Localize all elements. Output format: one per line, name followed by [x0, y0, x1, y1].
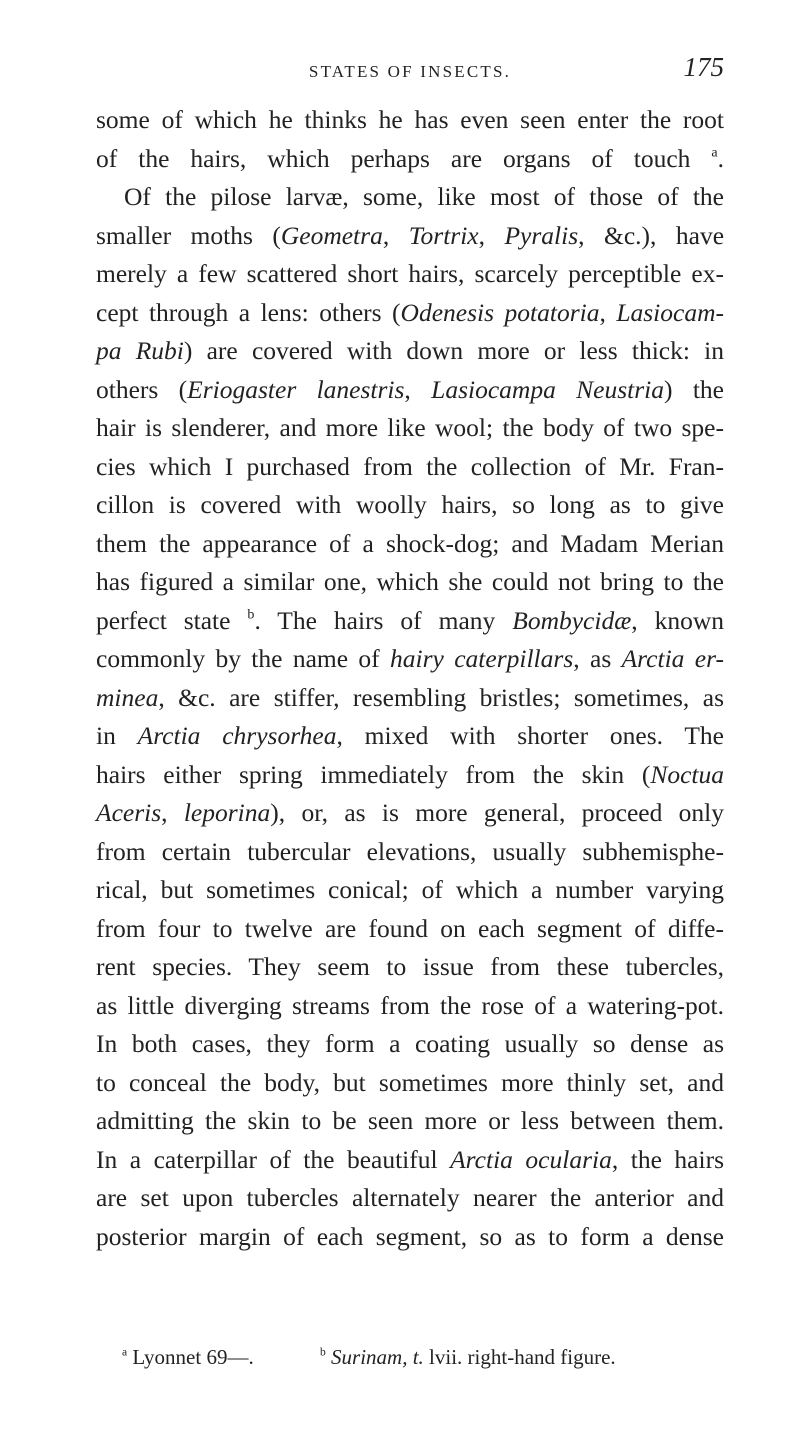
text-line: others (Eriogaster lanestris, Lasiocampa Neustria) the: [96, 374, 724, 404]
text-line: pa Rubi) are covered with down more or less thick: in: [96, 336, 724, 365]
page-number: 175: [683, 52, 724, 82]
text-line: posterior margin of each segment, so as to form a dense: [96, 1221, 724, 1251]
text-line: to conceal the body, but sometimes more thinly set, and: [96, 1067, 724, 1097]
running-head: [96, 50, 724, 84]
text-line: cillon is covered with woolly hairs, so long as to give: [96, 490, 724, 519]
text-line: as little diverging streams from the rose of a watering-pot.: [96, 990, 724, 1020]
text-line: rent species. They seem to issue from these tubercles,: [96, 952, 724, 981]
text-line: In a caterpillar of the beautiful Arctia ocularia, the hairs: [96, 1144, 724, 1174]
footnote-a-text: Lyonnet 69—.: [132, 1345, 254, 1369]
text-line: admitting the skin to be seen more or less between them.: [96, 1106, 724, 1135]
body-text: [96, 101, 724, 1256]
text-line: merely a few scattered short hairs, scarcely perceptible ex-: [96, 259, 724, 288]
text-line: cept through a lens: others (Odenesis potatoria, Lasiocam-: [96, 297, 724, 327]
footnote-b: [320, 1341, 616, 1373]
footnote-mark-a: a: [122, 1346, 128, 1359]
text-line: of the hairs, which perhaps are organs of touch $^a$.: [96, 143, 724, 173]
text-line: are set upon tubercles alternately nearer the anterior and: [96, 1183, 724, 1212]
footnote-reference-a: a: [711, 144, 718, 160]
text-line: commonly by the name of hairy caterpillars, as Arctia er-: [96, 644, 724, 673]
text-line: has figured a similar one, which she could not bring to the: [96, 567, 724, 596]
footnote-a: [122, 1341, 254, 1373]
footnote-b-italic: Surinam, t.: [331, 1345, 424, 1369]
text-line: hairs either spring immediately from the skin (Noctua: [96, 759, 724, 789]
running-title: STATES OF INSECTS.: [308, 62, 512, 81]
text-line: some of which he thinks he has even seen enter the root: [96, 105, 724, 134]
text-line: perfect state $^b$. The hairs of many Bombycidæ, known: [96, 605, 724, 635]
text-line: from four to twelve are found on each segment of diffe-: [96, 913, 724, 943]
text-line: Aceris, leporina), or, as is more general, proceed only: [96, 798, 724, 827]
text-line: smaller moths (Geometra, Tortrix, Pyralis, &c.), have: [96, 220, 725, 250]
text-line: from certain tubercular elevations, usually subhemisphe-: [96, 836, 724, 866]
footnote-reference-b: b: [247, 606, 255, 622]
text-line: rical, but sometimes conical; of which a number varying: [96, 875, 724, 904]
text-line: In both cases, they form a coating usually so dense as: [96, 1029, 724, 1058]
paragraph-start-line: Of the pilose larvæ, some, like most of those of the: [124, 182, 724, 211]
text-line: minea, &c. are stiffer, resembling bristles; sometimes, as: [96, 682, 724, 712]
footnote-b-text: lvii. right-hand figure.: [423, 1345, 616, 1369]
text-line: them the appearance of a shock-dog; and Madam Merian: [96, 528, 724, 558]
footnote-mark-b: b: [320, 1346, 326, 1359]
text-line: in Arctia chrysorhea, mixed with shorter ones. The: [96, 721, 724, 750]
footnotes: [122, 1341, 724, 1373]
text-line: cies which I purchased from the collection of Mr. Fran-: [96, 451, 724, 481]
text-line: hair is slenderer, and more like wool; the body of two spe-: [96, 413, 724, 442]
